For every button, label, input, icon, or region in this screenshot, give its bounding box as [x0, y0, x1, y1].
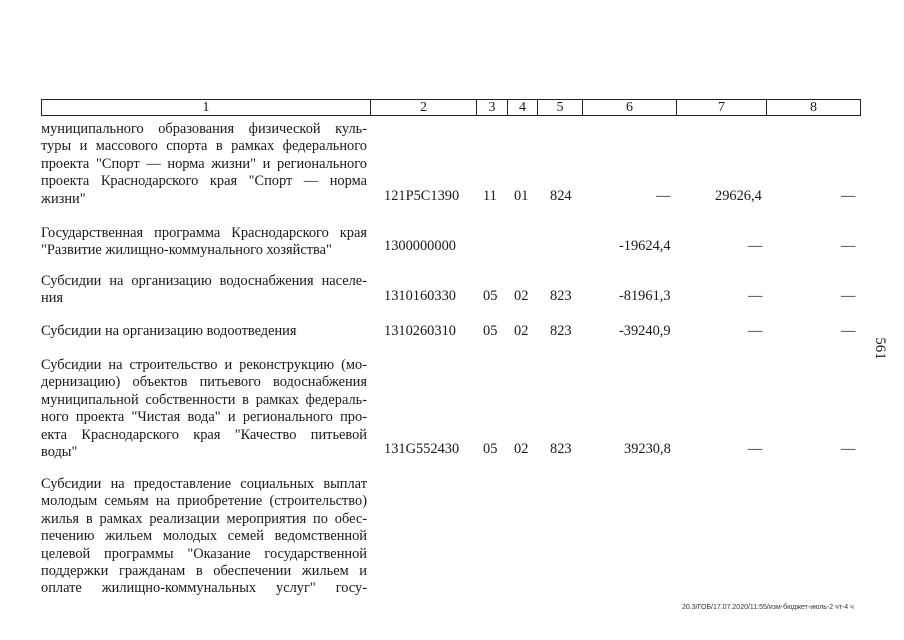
row-description	[41, 273, 367, 308]
row-col7: —	[748, 238, 763, 254]
row-col7: 29626,4	[715, 188, 762, 204]
row-col8: —	[841, 188, 856, 204]
row-description	[41, 121, 367, 208]
row-code: 131G552430	[384, 441, 460, 457]
row-col6: -81961,3	[619, 288, 671, 304]
desc-line: молодым семьям на приобретение (строительство)	[41, 493, 367, 510]
desc-line: жилья в рамках реализации мероприятия по обес-	[41, 510, 367, 527]
row-col8: —	[841, 238, 856, 254]
row-vr: 824	[550, 188, 572, 204]
row-rz: 11	[483, 188, 497, 204]
desc-line: екта Краснодарского края "Качество питьевой	[41, 426, 367, 443]
desc-line: воды"	[41, 444, 78, 461]
desc-line: муниципального образования физической куль-	[41, 121, 367, 137]
desc-line: печению жильем молодых семей ведомственной	[41, 528, 367, 545]
header-col-8: 8	[810, 100, 817, 115]
header-col-4: 4	[508, 100, 538, 115]
row-col8: —	[841, 288, 856, 304]
row-col7: —	[748, 441, 763, 457]
desc-line: жизни"	[41, 190, 86, 207]
row-rz: 05	[483, 323, 498, 339]
row-description	[41, 225, 367, 260]
desc-line: Субсидии на организацию водоснабжения населе-	[41, 273, 367, 289]
row-description	[41, 476, 367, 598]
header-col-5: 5	[538, 100, 583, 115]
row-col6: -19624,4	[619, 238, 671, 254]
header-col-2: 2	[371, 100, 477, 115]
row-col7: —	[748, 323, 763, 339]
desc-line: проекта "Спорт — норма жизни" и регионального	[41, 155, 367, 172]
row-code: 1300000000	[384, 238, 456, 254]
row-rz: 05	[483, 288, 498, 304]
row-col6: -39240,9	[619, 323, 671, 339]
row-col6: —	[656, 188, 671, 204]
header-col-7: 7	[677, 100, 767, 115]
desc-line: "Развитие жилищно-коммунального хозяйства"	[41, 242, 332, 259]
page-number: 561	[871, 337, 888, 360]
row-col7: —	[748, 288, 763, 304]
desc-line: целевой программы "Оказание государственной	[41, 545, 367, 562]
row-rz: 05	[483, 441, 498, 457]
row-description	[41, 323, 367, 340]
desc-line: туры и массового спорта в рамках федерального	[41, 138, 367, 155]
desc-line: проекта Краснодарского края "Спорт — норма	[41, 173, 367, 190]
desc-line: дернизацию) объектов питьевого водоснабжения	[41, 374, 367, 391]
row-code: 121P5C1390	[384, 188, 460, 204]
desc-line: поддержки гражданам в обеспечении жильем и	[41, 563, 367, 580]
row-vr: 823	[550, 323, 572, 339]
row-col8: —	[841, 441, 856, 457]
header-col-1: 1	[42, 100, 371, 115]
desc-line: ного проекта "Чистая вода" и регионального про-	[41, 409, 367, 426]
row-pr: 02	[514, 441, 529, 457]
desc-line: ния	[41, 290, 64, 307]
row-vr: 823	[550, 441, 572, 457]
row-code: 1310260310	[384, 323, 456, 339]
desc-line: Субсидии на предоставление социальных выплат	[41, 476, 367, 492]
desc-line: Субсидии на организацию водоотведения	[41, 323, 297, 339]
table-header	[41, 99, 861, 116]
row-vr: 823	[550, 288, 572, 304]
header-col-3: 3	[477, 100, 508, 115]
desc-line: Субсидии на строительство и реконструкцию (мо-	[41, 357, 367, 373]
row-pr: 02	[514, 323, 529, 339]
row-pr: 02	[514, 288, 529, 304]
desc-line: оплате жилищно-коммунальных услуг" госу-	[41, 580, 367, 597]
row-code: 1310160330	[384, 288, 456, 304]
row-pr: 01	[514, 188, 529, 204]
row-col8: —	[841, 323, 856, 339]
desc-line: Государственная программа Краснодарского края	[41, 225, 367, 241]
desc-line: муниципальной собственности в рамках федераль-	[41, 391, 367, 408]
row-col6: 39230,8	[624, 441, 671, 457]
footer-stamp: 20.3/ГОБ/17.07.2020/11:55/изм-бюджет-июль-2 чт-4 ч	[682, 604, 854, 611]
row-description	[41, 357, 367, 461]
header-col-6: 6	[583, 100, 677, 115]
